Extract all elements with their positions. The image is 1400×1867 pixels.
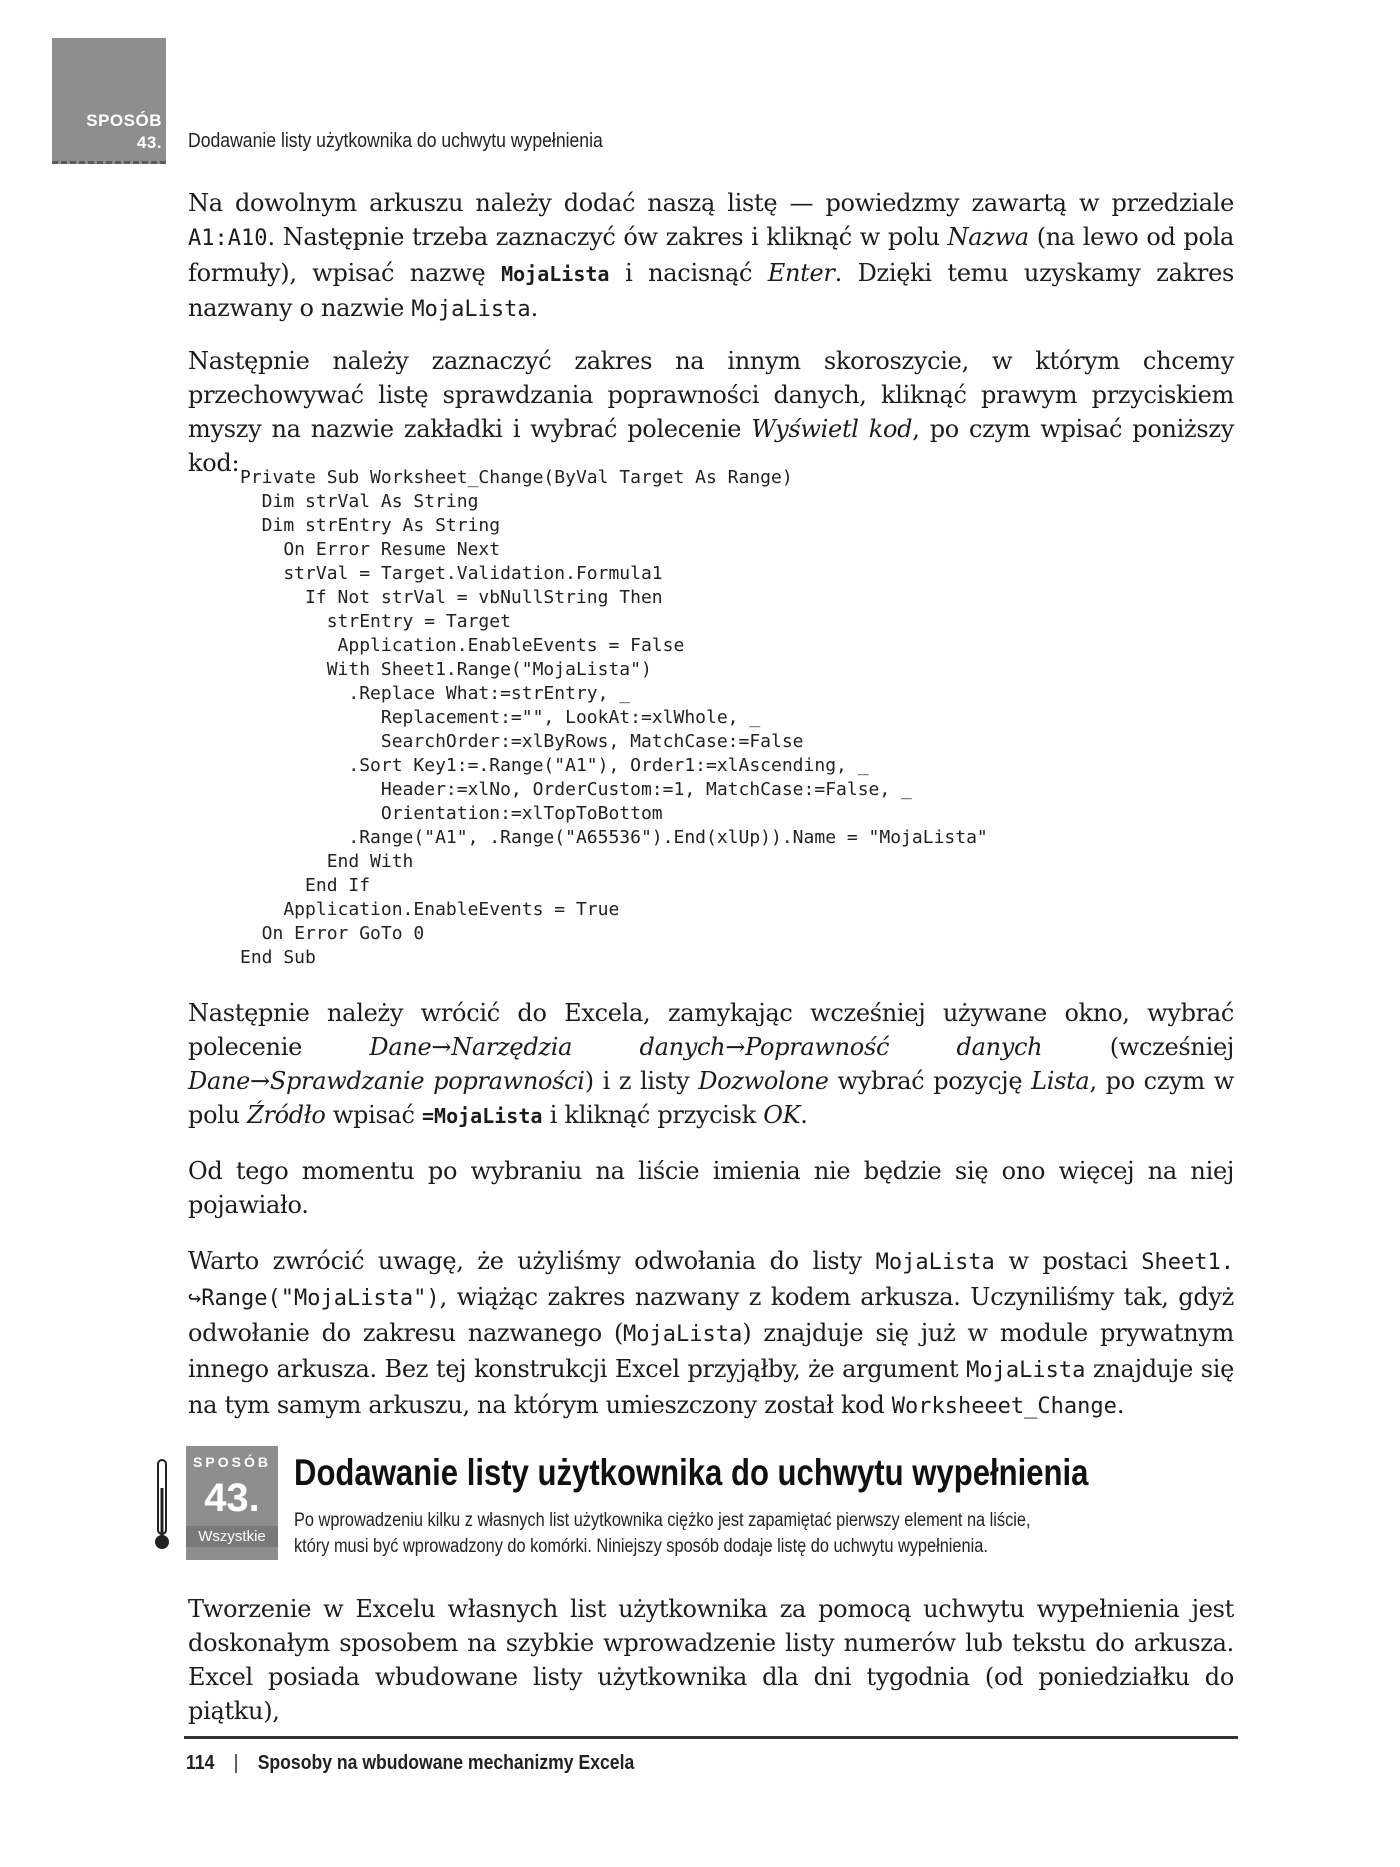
- text: w postaci: [994, 1247, 1142, 1275]
- code-line: Application.EnableEvents = False: [240, 635, 685, 656]
- code-line: Dim strVal As String: [240, 491, 479, 512]
- text: ) znajduje się już w module prywatnym innego arkusza. Bez tej konstrukcji Excel przyjąłby, że argument: [188, 1319, 1234, 1383]
- code-inline: MojaLista: [623, 1322, 743, 1347]
- hack-summary-line: Po wprowadzeniu kilku z własnych list użytkownika ciężko jest zapamiętać pierwszy element na liście,: [294, 1510, 1031, 1531]
- text: wybrać pozycję: [828, 1067, 1032, 1095]
- text: Na dowolnym arkuszu należy dodać naszą listę — powiedzmy zawartą w przedziale: [188, 189, 1234, 217]
- page-footer: [186, 1752, 634, 1775]
- paragraph-3: [188, 996, 1234, 1133]
- code-line: .Range("A1", .Range("A65536").End(xlUp)).Name = "MojaLista": [240, 827, 988, 848]
- code-listing: [240, 466, 988, 970]
- hack-summary: [294, 1508, 1240, 1560]
- running-header-title: Dodawanie listy użytkownika do uchwytu wypełnienia: [188, 130, 603, 152]
- text: .: [1116, 1391, 1125, 1419]
- code-line: On Error Resume Next: [240, 539, 501, 560]
- italic-term: Wyświetl kod: [751, 415, 913, 443]
- hack-badge-number: 43.: [204, 1476, 260, 1520]
- text: , po czym w polu: [188, 1067, 1234, 1129]
- code-line: End With: [240, 851, 414, 872]
- text: Tworzenie w Excelu własnych list użytkownika za pomocą uchwytu wypełnienia jest doskonałym sposobem na szybkie wprowadzenie listy numerów lub tekstu do arkusza. Excel posiada wbudowane listy użytkownika dla dni tygodnia (od poniedziałku do piątku),: [188, 1595, 1234, 1725]
- italic-term: Enter: [767, 259, 835, 287]
- text: i kliknąć przycisk: [542, 1101, 764, 1129]
- code-line: Replacement:="", LookAt:=xlWhole, _: [240, 707, 761, 728]
- text: .: [530, 294, 538, 322]
- hack-badge-word: SPOSÓB: [193, 1454, 271, 1470]
- text: wpisać: [325, 1101, 422, 1129]
- italic-term: Dozwolone: [698, 1067, 829, 1095]
- code-inline: MojaLista: [875, 1250, 995, 1275]
- code-line: strEntry = Target: [240, 611, 511, 632]
- text: i nacisnąć: [609, 259, 768, 287]
- text: (wcześniej: [1042, 1033, 1234, 1061]
- code-line: End Sub: [240, 947, 316, 968]
- text: Następnie należy zaznaczyć zakres na innym skoroszycie, w którym chcemy przechowywać listę sprawdzania poprawności danych, kliknąć prawym przyciskiem myszy na nazwie zakładki i wybrać polecenie: [188, 347, 1234, 443]
- hack-summary-line: który musi być wprowadzony do komórki. Niniejszy sposób dodaje listę do uchwytu wypełnienia.: [294, 1536, 988, 1557]
- italic-term: Nazwa: [947, 223, 1029, 251]
- code-line: Private Sub Worksheet_Change(ByVal Target As Range): [240, 467, 793, 488]
- code-line: On Error GoTo 0: [240, 923, 425, 944]
- header-hack-word: SPOSÓB: [86, 111, 162, 130]
- text: Następnie należy wrócić do Excela, zamykając wcześniej używane okno, wybrać polecenie: [188, 999, 1234, 1061]
- paragraph-1: [188, 186, 1234, 327]
- code-line: Dim strEntry As String: [240, 515, 501, 536]
- code-line: Orientation:=xlTopToBottom: [240, 803, 663, 824]
- italic-menu-path: Dane→Narzędzia danych→Poprawność danych: [369, 1033, 1043, 1061]
- footer-rule: [184, 1736, 1238, 1739]
- code-inline: Worksheeet_Change: [891, 1394, 1117, 1419]
- text: . Następnie trzeba zaznaczyć ów zakres i kliknąć w polu: [267, 223, 948, 251]
- italic-term: OK: [763, 1101, 801, 1129]
- italic-menu-path: Dane→Sprawdzanie poprawności: [188, 1067, 585, 1095]
- paragraph-6: [188, 1592, 1234, 1728]
- paragraph-4: [188, 1154, 1234, 1222]
- text: znajduje się na tym samym arkuszu, na którym umieszczony został kod: [188, 1355, 1235, 1419]
- code-inline: MojaLista: [966, 1358, 1086, 1383]
- code-line: End If: [240, 875, 371, 896]
- hack-title: Dodawanie listy użytkownika do uchwytu wypełnienia: [294, 1452, 1089, 1493]
- hack-badge: [186, 1446, 278, 1560]
- code-line: .Replace What:=strEntry, _: [240, 683, 631, 704]
- code-line: strVal = Target.Validation.Formula1: [240, 563, 663, 584]
- text: (na lewo od pola formuły), wpisać nazwę: [188, 223, 1234, 287]
- code-line: If Not strVal = vbNullString Then: [240, 587, 663, 608]
- page-number: 114: [186, 1752, 215, 1774]
- code-inline-bold: MojaLista: [501, 262, 610, 286]
- text: Od tego momentu po wybraniu na liście imienia nie będzie się ono więcej na niej pojawiało.: [188, 1157, 1234, 1219]
- header-hack-number: 43.: [136, 133, 162, 153]
- code-inline-continued: ↪Range("MojaLista"): [188, 1286, 440, 1311]
- book-title: Sposoby na wbudowane mechanizmy Excela: [257, 1752, 635, 1774]
- paragraph-2: [188, 344, 1234, 480]
- text: Warto zwrócić uwagę, że użyliśmy odwołania do listy: [188, 1247, 876, 1275]
- code-inline: A1:A10: [188, 226, 268, 251]
- code-inline: MojaLista: [411, 297, 531, 322]
- code-line: With Sheet1.Range("MojaLista"): [240, 659, 652, 680]
- header-hack-tab: [52, 38, 166, 164]
- hack-badge-audience: Wszystkie: [186, 1526, 278, 1547]
- code-inline: Sheet1.: [1141, 1250, 1234, 1275]
- code-line: Header:=xlNo, OrderCustom:=1, MatchCase:=False, _: [240, 779, 912, 800]
- header-hack-label: [86, 110, 162, 154]
- text: , wiążąc zakres nazwany z kodem arkusza. Uczyniliśmy tak, gdyż odwołanie do zakresu nazwanego (: [188, 1283, 1234, 1347]
- italic-term: Lista: [1031, 1067, 1090, 1095]
- italic-term: Źródło: [247, 1101, 326, 1129]
- paragraph-5: [188, 1244, 1234, 1424]
- text: .: [800, 1101, 808, 1129]
- text: ) i z listy: [584, 1067, 699, 1095]
- code-inline-bold: =MojaLista: [422, 1104, 543, 1128]
- code-line: .Sort Key1:=.Range("A1"), Order1:=xlAscending, _: [240, 755, 869, 776]
- text: , po czym wpisać poniższy kod:: [188, 415, 1234, 477]
- footer-separator: |: [233, 1752, 239, 1774]
- code-line: SearchOrder:=xlByRows, MatchCase:=False: [240, 731, 804, 752]
- code-line: Application.EnableEvents = True: [240, 899, 620, 920]
- thermometer-icon: [154, 1458, 170, 1552]
- text: . Dzięki temu uzyskamy zakres nazwany o nazwie: [188, 259, 1234, 322]
